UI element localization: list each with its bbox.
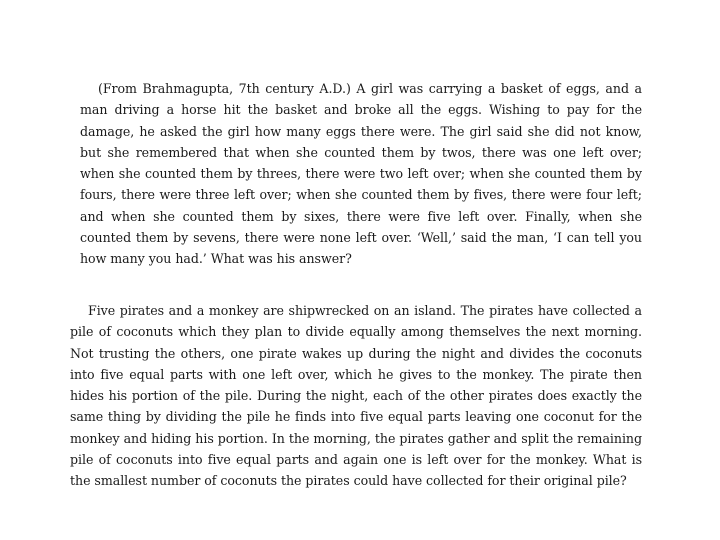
problem-paragraph-pirates-coconuts: Five pirates and a monkey are shipwrecked on an island. The pirates have collected a pile of coconuts which they plan to divide equally among themselves the next morning. Not trusting the others, one pirate wakes up during the night and divides the coconuts into five equal parts with one left over, which he gives to the monkey. The pirate then hides his portion of the pile. During the night, each of the other pirates does exactly the same thing by dividing the pile he finds into five equal parts leaving one coconut for the monkey and hiding his portion. In the morning, the pirates gather and split the remaining pile of coconuts into five equal parts and again one is left over for the monkey. What is the smallest number of coconuts the pirates could have collected for their original pile? <box>70 303 642 489</box>
problem-paragraph-brahmagupta-eggs: (From Brahmagupta, 7th century A.D.) A girl was carrying a basket of eggs, and a man driving a horse hit the basket and broke all the eggs. Wishing to pay for the damage, he asked the girl how many eggs there were. The girl said she did not know, but she remembered that when she counted them by twos, there was one left over; when she counted them by threes, there were two left over; when she counted them by fours, there were three left over; when she counted them by fives, there were four left; and when she counted them by sixes, there were five left over. Finally, when she counted them by sevens, there were none left over. ‘Well,’ said the man, ‘I can tell you how many you had.’ What was his answer? <box>80 81 642 267</box>
